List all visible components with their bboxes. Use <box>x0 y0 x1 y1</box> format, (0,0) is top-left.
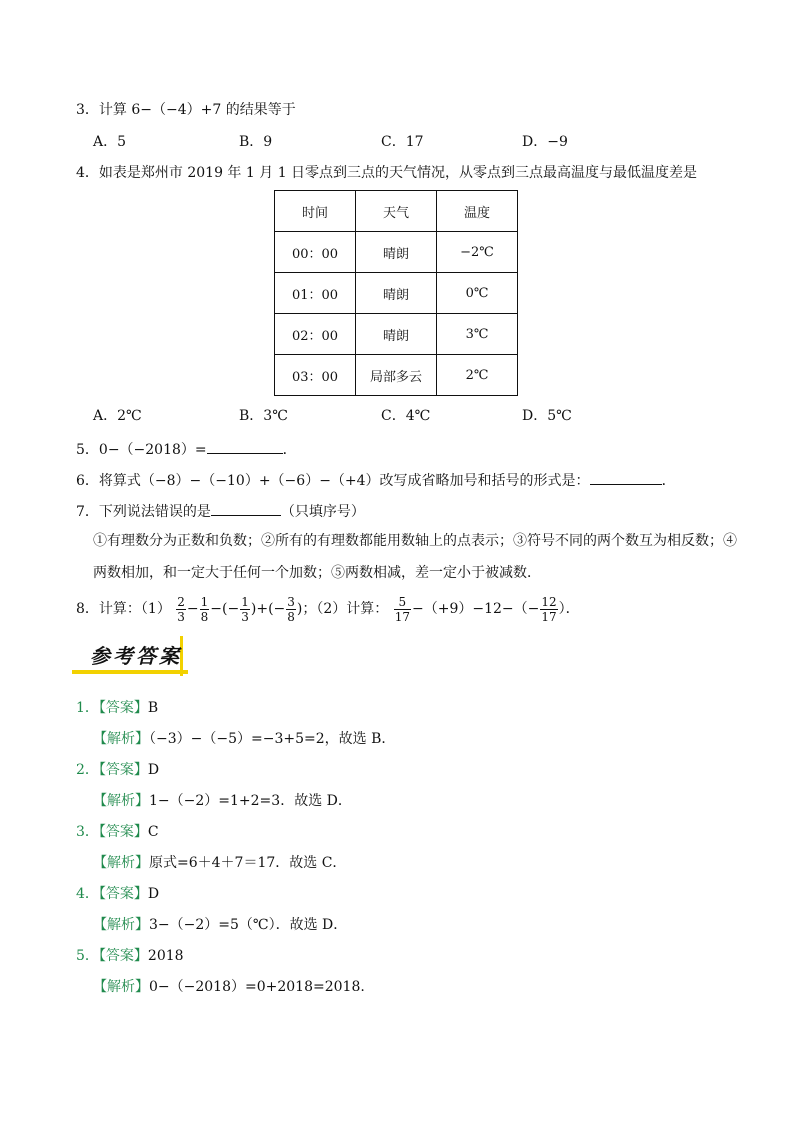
q8 <box>76 592 580 626</box>
explanation-text: 3−（−2）=5（℃）．故选 D． <box>149 917 348 933</box>
q3-stem: 3．计算 6−（−4）+7 的结果等于 <box>76 102 296 118</box>
explanation-4 <box>93 916 347 934</box>
q5-suffix: ． <box>282 442 297 458</box>
fraction-numerator: 2 <box>177 594 185 609</box>
fraction <box>286 595 296 624</box>
explanation-label: 【解析】 <box>93 855 149 871</box>
table-cell: 01：00 <box>275 273 356 314</box>
table-row <box>275 314 518 355</box>
q3-option-b: B．9 <box>239 134 273 150</box>
table-cell: 00：00 <box>275 232 356 273</box>
fraction-numerator: 1 <box>241 594 249 609</box>
operator: −（+9）−12−（− <box>412 601 540 617</box>
table-header-row <box>275 191 518 232</box>
fraction-numerator: 5 <box>394 595 411 610</box>
fraction <box>394 595 411 624</box>
answer-number: 4． <box>76 886 99 902</box>
answer-value: D <box>147 762 160 778</box>
q4-stem: 4．如表是郑州市 2019 年 1 月 1 日零点到三点的天气情况，从零点到三点最高温度与最低温度差是 <box>76 165 698 181</box>
q6-text: 6．将算式（−8）−（−10）+（−6）−（+4）改写成省略加号和括号的形式是： <box>76 473 590 489</box>
answer-2 <box>76 761 159 779</box>
table-cell: 3℃ <box>437 314 518 355</box>
fraction <box>240 595 250 624</box>
explanation-2 <box>93 792 352 810</box>
q3-option-d: D．−9 <box>522 134 568 150</box>
answer-label: 【答案】 <box>98 700 148 716</box>
q7-suffix: （只填序号） <box>280 504 365 520</box>
answers-title: 参考答案 <box>90 644 182 668</box>
explanation-text: （−3）−（−5）=−3+5=2，故选 B． <box>149 731 396 747</box>
answer-blank <box>207 439 283 454</box>
answer-blank <box>211 501 281 516</box>
fraction <box>176 595 186 624</box>
table-header-cell: 温度 <box>437 191 518 232</box>
answer-label: 【答案】 <box>98 886 148 902</box>
answer-3 <box>76 823 159 841</box>
table-cell: 2℃ <box>437 355 518 396</box>
answer-value: B <box>147 700 159 716</box>
answer-number: 3． <box>76 824 99 840</box>
table-cell: −2℃ <box>437 232 518 273</box>
answer-4 <box>76 885 159 903</box>
q5 <box>76 439 297 459</box>
q5-text: 5．0−（−2018）= <box>76 442 207 458</box>
explanation-text: 0−（−2018）=0+2018=2018. <box>149 979 365 995</box>
q6 <box>76 470 676 490</box>
table-row <box>275 232 518 273</box>
explanation-5 <box>93 978 365 996</box>
q8-part2-label: )；（2）计算： <box>296 601 389 617</box>
explanation-label: 【解析】 <box>93 979 149 995</box>
table-cell: 03：00 <box>275 355 356 396</box>
fraction-denominator: 3 <box>241 609 249 624</box>
fraction-numerator: 1 <box>200 594 209 609</box>
table-cell: 晴朗 <box>356 232 437 273</box>
answer-1 <box>76 699 158 717</box>
q7-statements-line2: 两数相加，和一定大于任何一个加数；⑤两数相减，差一定小于被减数． <box>93 565 541 581</box>
q4-option-a: A．2℃ <box>93 408 142 424</box>
operator: ）． <box>558 601 580 617</box>
answer-value: 2018 <box>147 948 184 964</box>
q3-option-a: A．5 <box>93 134 127 150</box>
weather-table <box>274 190 518 396</box>
answer-5 <box>76 947 184 965</box>
answer-blank <box>590 470 662 485</box>
answer-number: 1． <box>76 700 99 716</box>
fraction-denominator: 17 <box>394 609 411 624</box>
operator: − <box>186 601 199 617</box>
table-header-cell: 天气 <box>356 191 437 232</box>
answer-number: 2． <box>76 762 99 778</box>
answer-value: D <box>147 886 160 902</box>
answer-label: 【答案】 <box>98 948 148 964</box>
table-cell: 02：00 <box>275 314 356 355</box>
table-cell: 晴朗 <box>356 314 437 355</box>
fraction-numerator: 3 <box>287 594 295 609</box>
table-header-cell: 时间 <box>275 191 356 232</box>
table-cell: 0℃ <box>437 273 518 314</box>
fraction <box>540 595 557 624</box>
table-row <box>275 273 518 314</box>
answer-number: 5． <box>76 948 99 964</box>
fraction-denominator: 3 <box>177 609 185 624</box>
table-cell: 晴朗 <box>356 273 437 314</box>
fraction-denominator: 8 <box>287 609 295 624</box>
operator: −(− <box>210 601 240 617</box>
explanation-label: 【解析】 <box>93 917 149 933</box>
q8-prefix: 8．计算：（1） <box>76 601 171 617</box>
answer-label: 【答案】 <box>98 824 148 840</box>
explanation-3 <box>93 854 346 872</box>
q7 <box>76 501 365 521</box>
q4-option-d: D．5℃ <box>522 408 572 424</box>
answers-heading <box>72 636 190 676</box>
answer-value: C <box>147 824 159 840</box>
q6-suffix: ． <box>661 473 676 489</box>
explanation-label: 【解析】 <box>93 793 149 809</box>
q4-option-b: B．3℃ <box>239 408 288 424</box>
fraction-numerator: 12 <box>541 594 557 609</box>
q3-option-c: C．17 <box>381 134 424 150</box>
fraction <box>200 595 210 624</box>
heading-underline <box>72 670 188 674</box>
explanation-label: 【解析】 <box>93 731 149 747</box>
explanation-1 <box>93 730 395 748</box>
explanation-text: 原式=6＋4＋7＝17．故选 C． <box>149 855 347 871</box>
fraction-denominator: 8 <box>200 609 209 624</box>
table-row <box>275 355 518 396</box>
q7-statements-line1: ①有理数分为正数和负数；②所有的有理数都能用数轴上的点表示；③符号不同的两个数互为相反数；④ <box>93 533 737 549</box>
table-cell: 局部多云 <box>356 355 437 396</box>
q7-text: 7．下列说法错误的是 <box>76 504 211 520</box>
q4-option-c: C．4℃ <box>381 408 431 424</box>
fraction-denominator: 17 <box>541 609 557 624</box>
answer-label: 【答案】 <box>98 762 148 778</box>
explanation-text: 1−（−2）=1+2=3．故选 D． <box>149 793 352 809</box>
operator: )+(− <box>250 601 286 617</box>
